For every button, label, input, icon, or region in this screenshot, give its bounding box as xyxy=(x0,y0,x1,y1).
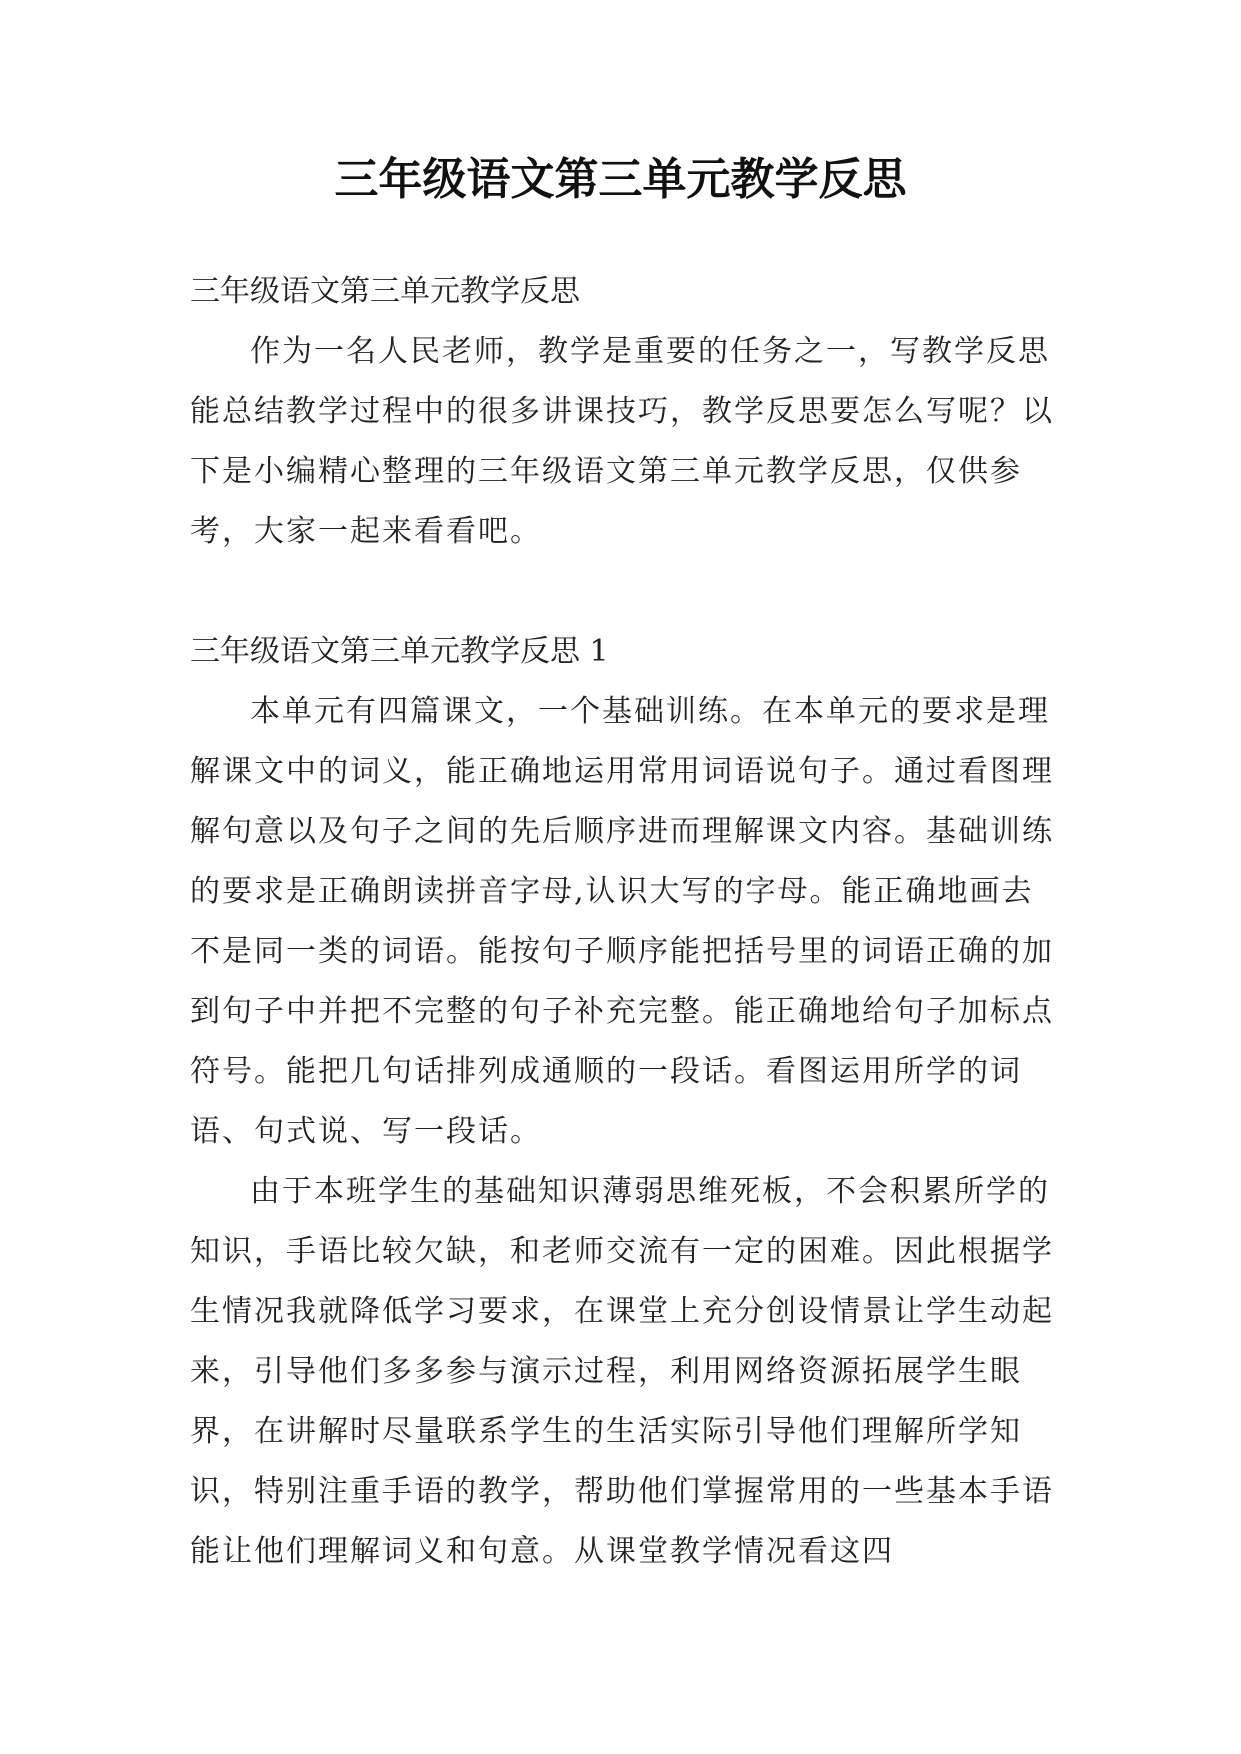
document-title: 三年级语文第三单元教学反思 xyxy=(334,154,907,205)
section-spacer xyxy=(190,562,1060,622)
intro-paragraph: 作为一名人民老师，教学是重要的任务之一，写教学反思能总结教学过程中的很多讲课技巧，教学反思要怎么写呢？以下是小编精心整理的三年级语文第三单元教学反思，仅供参考，大家一起来看看吧。 xyxy=(190,334,1054,549)
section1-heading: 三年级语文第三单元教学反思 1 xyxy=(190,634,609,669)
section1-paragraph-1: 本单元有四篇课文，一个基础训练。在本单元的要求是理解课文中的词义，能正确地运用常用词语说句子。通过看图理解句意以及句子之间的先后顺序进而理解课文内容。基础训练的要求是正确朗读拼音字母,认识大写的字母。能正确地画去不是同一类的词语。能按句子顺序能把括号里的词语正确的加到句子中并把不完整的句子补充完整。能正确地给句子加标点符号。能把几句话排列成通顺的一段话。看图运用所学的词语、句式说、写一段话。 xyxy=(190,694,1054,1149)
document-body xyxy=(190,262,1060,1582)
section1-paragraph-2: 由于本班学生的基础知识薄弱思维死板，不会积累所学的知识，手语比较欠缺，和老师交流有一定的困难。因此根据学生情况我就降低学习要求，在课堂上充分创设情景让学生动起来，引导他们多多参与演示过程，利用网络资源拓展学生眼界，在讲解时尽量联系学生的生活实际引导他们理解所学知识，特别注重手语的教学，帮助他们掌握常用的一些基本手语能让他们理解词义和句意。从课堂教学情况看这四 xyxy=(190,1174,1054,1569)
intro-heading: 三年级语文第三单元教学反思 xyxy=(190,274,580,309)
